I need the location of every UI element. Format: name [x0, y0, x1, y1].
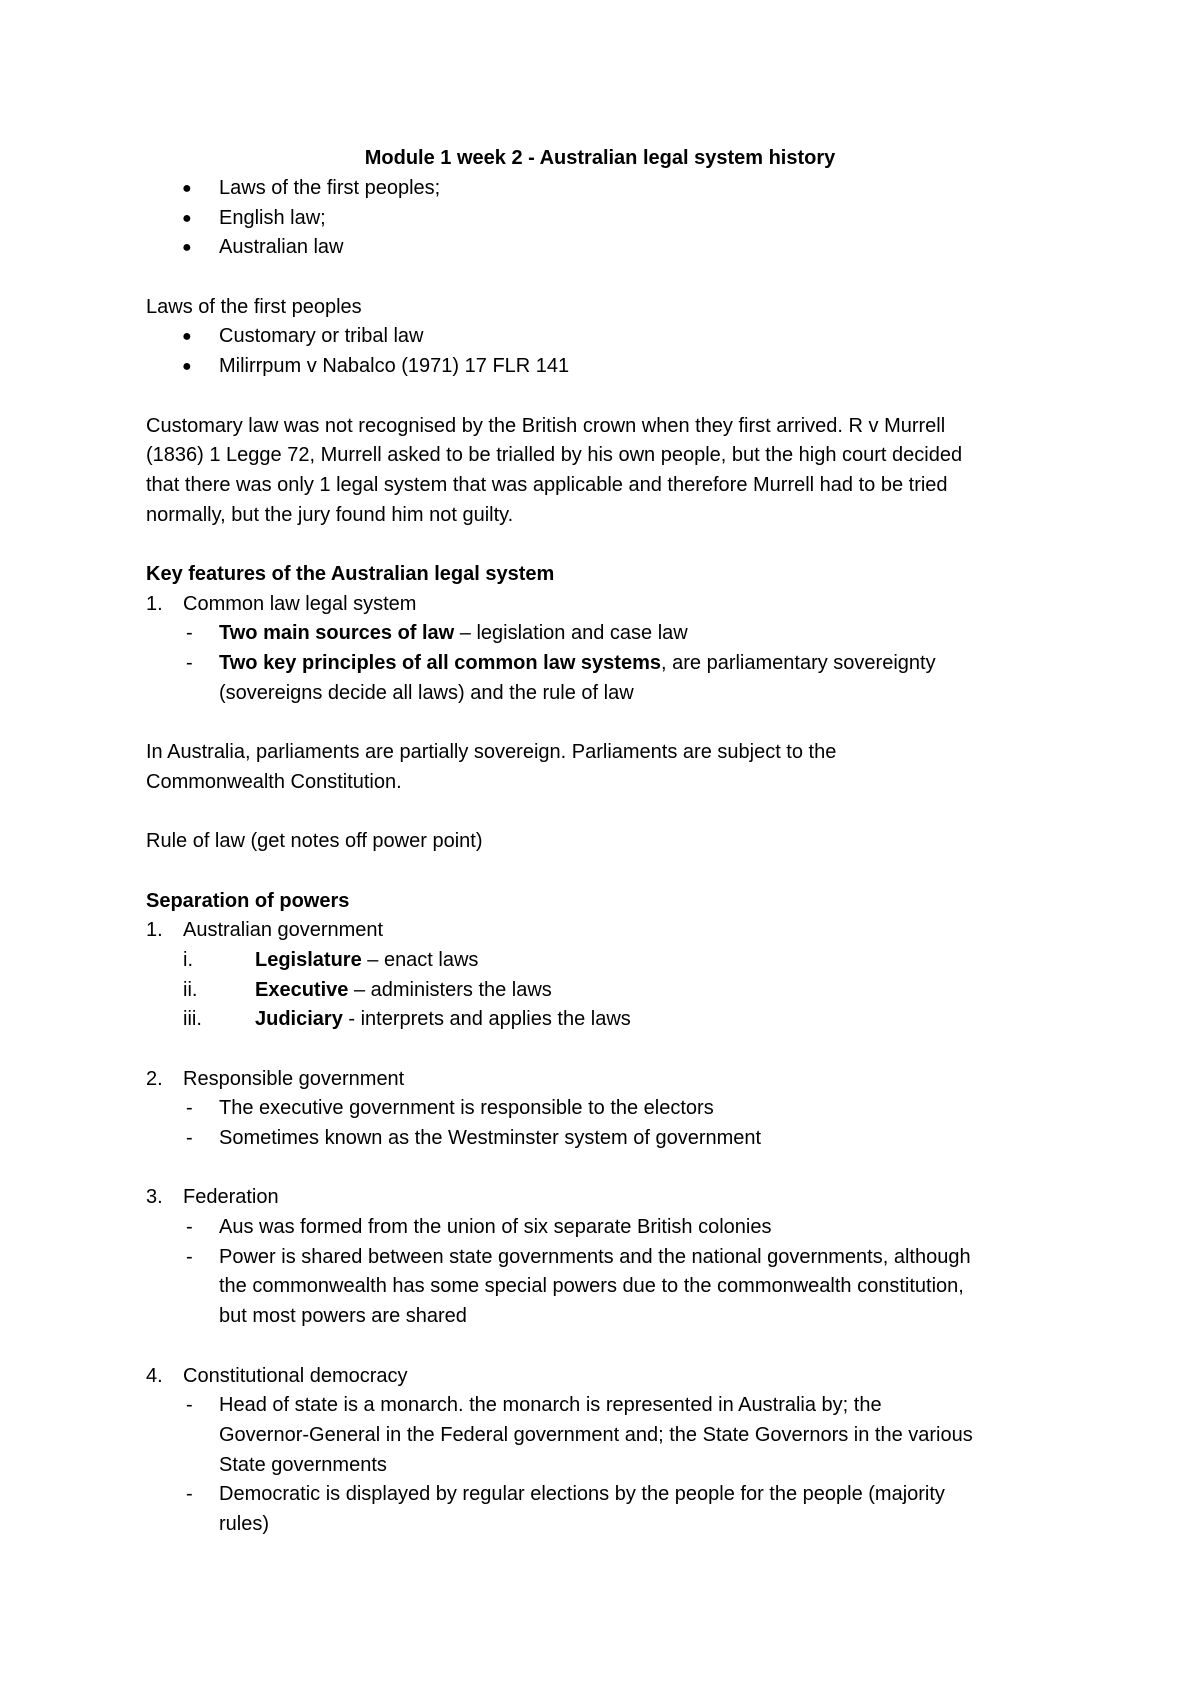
numbered-item: 1. Australian government	[146, 919, 384, 942]
dash-item: - Sometimes known as the Westminster system of government	[186, 1127, 762, 1149]
bullet-icon: ●	[182, 209, 192, 227]
numbered-item: 3. Federation	[146, 1186, 279, 1209]
roman-item: ii. Executive – administers the laws	[183, 978, 552, 1001]
section-heading-separation: Separation of powers	[146, 889, 350, 912]
roman-item: i. Legislature – enact laws	[183, 948, 479, 971]
list-item: ● Milirrpum v Nabalco (1971) 17 FLR 141	[146, 352, 1200, 382]
page-title: Module 1 week 2 - Australian legal system history	[364, 147, 836, 169]
dash-item: - Two main sources of law – legislation and case law	[186, 622, 688, 645]
customary-law-paragraph: Customary law was not recognised by the British crown when they first arrived. R v Murrell (1836) 1 Legge 72, Murrell asked to be trialled by his own people, but the high court decided that there was only 1 legal system that was applicable and therefore Murrell had to be tried normally, but the jury found him not guilty.	[146, 414, 963, 526]
bullet-icon: ●	[182, 239, 192, 257]
bullet-icon: ●	[182, 358, 192, 376]
numbered-item: 4. Constitutional democracy	[146, 1364, 408, 1387]
document-page: Module 1 week 2 - Australian legal system history ● Laws of the first peoples; ● English law; ● Australian law Laws of the first peoples ● Customary or tribal law ● Milirrpum v Nabalco (1971) 17 FLR 141 Customary law was not recognised by the British crown when they first arrived. R v Murrell (1836) 1 Legge 72, Murrell asked to be trialled by his own people, but the high court decided that there was only 1 legal system that was applicable and therefore Murrell had to be tried normally, but the jury found him not guilty. Key features of the Australian legal system 1. Common law legal system - Two main sources of law – legislation and case law - Two key principles of all common law systems, are parliamentary sovereignty (sovereigns decide all laws) and the rule of law In Australia, parliaments are partially sovereign. Parliaments are subject to the Commonwealth Constitution. Rule of law (get notes off power point) Separation of powers 1. Australian government i. Legislature – enact laws ii. Executive – administers the laws iii. Judiciary - interprets and applies the laws 2. Responsible government - The executive government is responsible to the electors - Sometimes known as the Westminster system of government 3. Federation - Aus was formed from the union of six separate British colonies - Power is shared between state governments and the national governments, although the commonwealth has some special powers due to the commonwealth constitution, but most powers are shared 4. Constitutional democracy - Head of state is a monarch. the monarch is represented in Australia by; the Governor-General in the Federal government and; the State Governors in the various State governments - Democratic is displayed by regular elections by the people for the people (majority rules)	[0, 0, 1200, 1698]
list-item: ● Australian law	[146, 233, 1200, 263]
dash-item: - Head of state is a monarch. the monarch is represented in Australia by; the	[186, 1394, 882, 1417]
section-heading-key-features: Key features of the Australian legal system	[146, 562, 555, 585]
dash-item: - Aus was formed from the union of six separate British colonies	[186, 1216, 772, 1239]
sovereignty-paragraph: In Australia, parliaments are partially sovereign. Parliaments are subject to the Commonwealth Constitution.	[146, 741, 837, 793]
roman-item: iii. Judiciary - interprets and applies the laws	[183, 1008, 631, 1031]
dash-item: - Power is shared between state governments and the national governments, although	[186, 1245, 971, 1268]
section-heading-first-peoples: Laws of the first peoples	[146, 295, 362, 318]
dash-item: - Two key principles of all common law systems, are parliamentary sovereignty	[186, 652, 936, 674]
bullet-icon: ●	[182, 328, 192, 346]
dash-item: - The executive government is responsible to the electors	[186, 1097, 714, 1120]
numbered-item: 1. Common law legal system	[146, 592, 417, 615]
numbered-item: 2. Responsible government	[146, 1067, 405, 1090]
list-item: ● Customary or tribal law	[146, 322, 1200, 352]
rule-of-law-note: Rule of law (get notes off power point)	[146, 830, 483, 853]
dash-item: - Democratic is displayed by regular elections by the people for the people (majority	[186, 1483, 945, 1506]
bullet-icon: ●	[182, 180, 192, 197]
list-item: ● Laws of the first peoples;	[146, 174, 1200, 204]
list-item: ● English law;	[146, 204, 1200, 234]
